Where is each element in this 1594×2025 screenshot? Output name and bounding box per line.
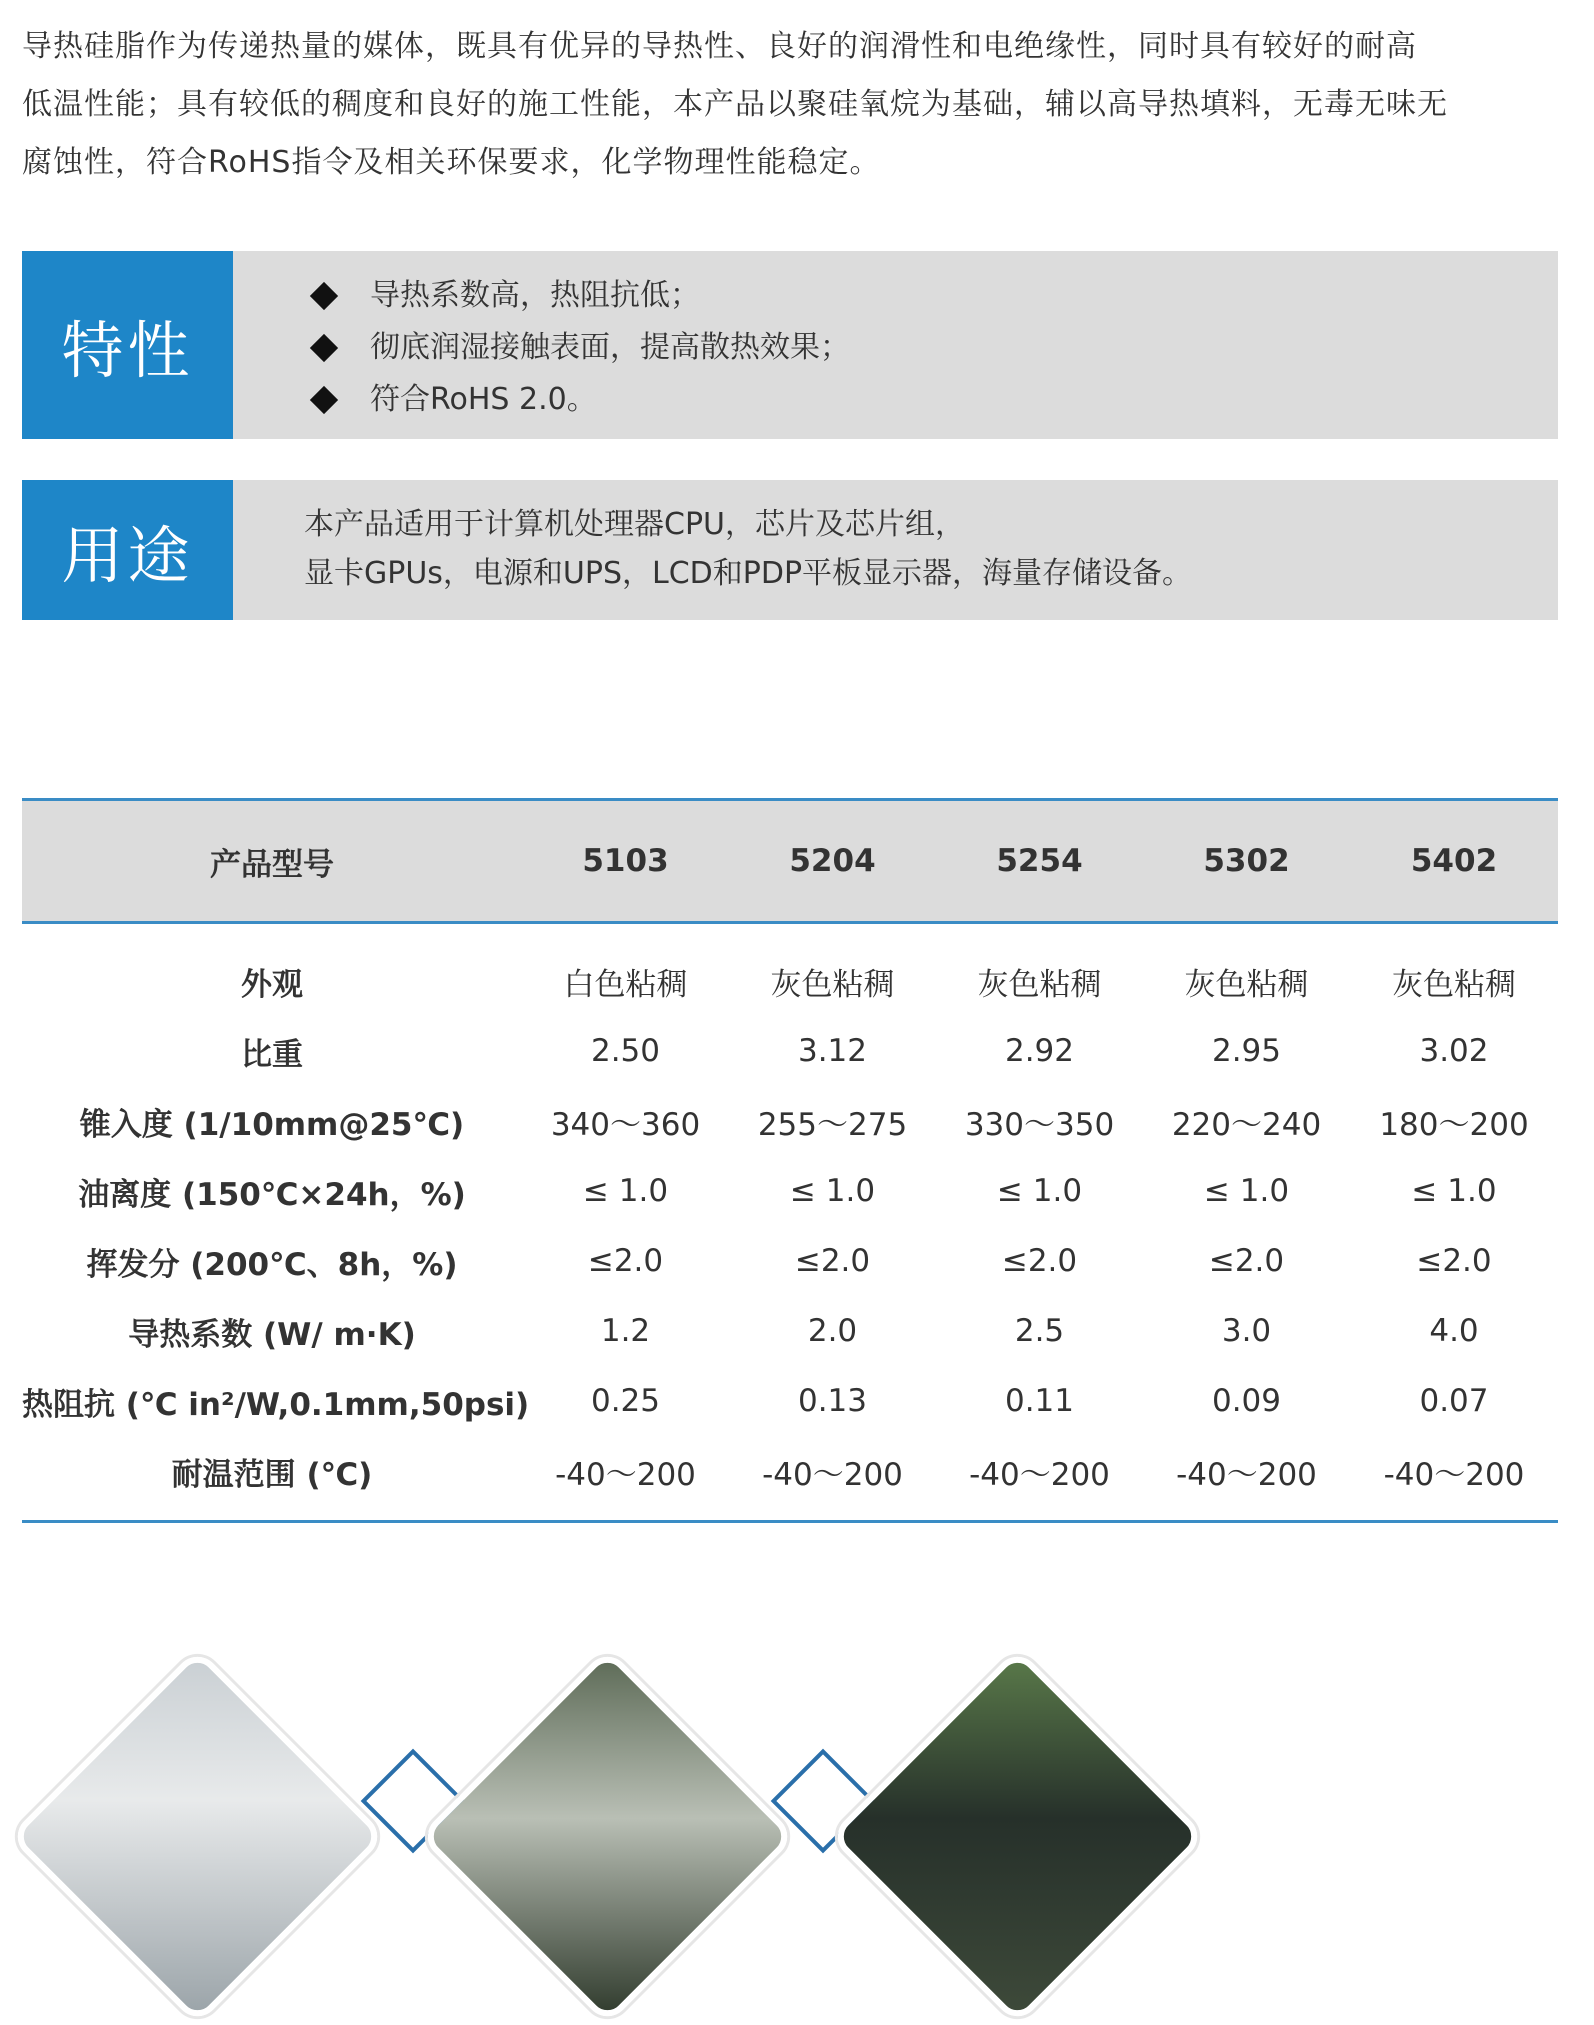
usage-line: 显卡GPUs，电源和UPS，LCD和PDP平板显示器，海量存储设备。: [304, 556, 1193, 591]
feature-text: 符合RoHS 2.0。: [370, 382, 597, 417]
table-cell: 灰色粘稠: [977, 966, 1102, 1003]
syringe-application-photo: [419, 1648, 797, 2025]
table-row: [22, 1296, 1558, 1366]
row-label: 油离度 (150℃×24h，%): [78, 1176, 466, 1213]
table-cell: 2.5: [1014, 1313, 1065, 1349]
table-cell: -40～200: [1350, 1436, 1558, 1522]
table-cell: 白色粘稠: [563, 966, 688, 1003]
intro-paragraph: [22, 18, 1562, 192]
table-cell: 0.11: [1004, 1383, 1075, 1419]
table-cell: 3.02: [1419, 1033, 1489, 1069]
row-label: 挥发分 (200℃、8h，%): [86, 1246, 458, 1283]
model-5302: 5302: [1143, 800, 1350, 923]
feature-item: [302, 270, 850, 322]
model-5204: 5204: [729, 800, 936, 923]
cpu-paste-photo: [829, 1648, 1207, 2025]
table-cell: 220～240: [1171, 1106, 1322, 1143]
table-cell: -40～200: [1143, 1436, 1350, 1522]
intro-line: 导热硅脂作为传递热量的媒体，既具有优异的导热性、良好的润滑性和电绝缘性，同时具有较好的耐高: [22, 29, 1417, 64]
table-cell: 3.0: [1221, 1313, 1272, 1349]
table-cell: 2.0: [807, 1313, 858, 1349]
table-cell: ≤ 1.0: [996, 1173, 1083, 1209]
table-cell: ≤ 1.0: [789, 1173, 876, 1209]
feature-text: 彻底润湿接触表面，提高散热效果；: [370, 330, 850, 365]
table-cell: 灰色粘稠: [1392, 966, 1516, 1003]
table-cell: 1.2: [600, 1313, 651, 1349]
row-label: 热阻抗 (℃ in²/W,0.1mm,50psi): [22, 1386, 530, 1423]
usage-panel: [22, 480, 1558, 620]
table-row: [22, 923, 1558, 1017]
usage-label: 用途: [22, 480, 233, 620]
diamond-bullet-icon: [310, 282, 338, 310]
table-cell: ≤2.0: [587, 1243, 664, 1279]
table-cell: ≤ 1.0: [582, 1173, 669, 1209]
spec-header-row: [22, 800, 1558, 923]
table-cell: 330～350: [964, 1106, 1115, 1143]
table-cell: ≤2.0: [794, 1243, 871, 1279]
feature-item: [302, 374, 850, 426]
table-cell: 2.95: [1211, 1033, 1282, 1069]
table-cell: 0.13: [797, 1383, 868, 1419]
diamond-bullet-icon: [310, 334, 338, 362]
table-cell: ≤ 1.0: [1203, 1173, 1290, 1209]
usage-line: 本产品适用于计算机处理器CPU，芯片及芯片组，: [304, 507, 965, 542]
row-label: 比重: [241, 1036, 303, 1073]
feature-text: 导热系数高，热阻抗低；: [370, 278, 700, 313]
table-cell: 0.25: [590, 1383, 661, 1419]
table-cell: 2.92: [1004, 1033, 1075, 1069]
model-5254: 5254: [936, 800, 1143, 923]
table-row: [22, 1366, 1558, 1436]
row-label: 导热系数 (W/ m·K): [128, 1316, 416, 1353]
row-label: 外观: [241, 966, 303, 1003]
spec-table: [22, 798, 1558, 1523]
features-panel: [22, 251, 1558, 439]
table-cell: 4.0: [1429, 1313, 1479, 1349]
table-cell: ≤2.0: [1208, 1243, 1285, 1279]
diamond-bullet-icon: [310, 386, 338, 414]
table-cell: 255～275: [757, 1106, 908, 1143]
table-cell: 0.09: [1211, 1383, 1282, 1419]
table-row: [22, 1086, 1558, 1156]
table-cell: 灰色粘稠: [770, 966, 895, 1003]
table-cell: 3.12: [797, 1033, 868, 1069]
product-photo-gallery: [0, 1640, 1594, 2015]
table-row: [22, 1016, 1558, 1086]
row-label: 耐温范围 (℃): [22, 1436, 522, 1522]
table-cell: 2.50: [590, 1033, 661, 1069]
table-cell: 340～360: [550, 1106, 701, 1143]
model-5402: 5402: [1350, 800, 1558, 923]
table-cell: ≤ 1.0: [1411, 1173, 1497, 1209]
table-row: [22, 1226, 1558, 1296]
table-cell: -40～200: [729, 1436, 936, 1522]
table-row: [22, 1156, 1558, 1226]
intro-line: 低温性能；具有较低的稠度和良好的施工性能，本产品以聚硅氧烷为基础，辅以高导热填料，无毒无味无: [22, 87, 1448, 122]
feature-item: [302, 322, 850, 374]
heatsink-photo: [9, 1648, 387, 2025]
table-cell: 180～200: [1379, 1106, 1529, 1143]
features-list: [302, 270, 850, 426]
model-header-label: 产品型号: [22, 800, 522, 923]
table-cell: ≤2.0: [1416, 1243, 1492, 1279]
table-row: [22, 1436, 1558, 1522]
table-cell: -40～200: [522, 1436, 729, 1522]
table-cell: -40～200: [936, 1436, 1143, 1522]
model-5103: 5103: [522, 800, 729, 923]
table-cell: 0.07: [1419, 1383, 1489, 1419]
table-cell: 灰色粘稠: [1184, 966, 1309, 1003]
intro-line: 腐蚀性，符合RoHS指令及相关环保要求，化学物理性能稳定。: [22, 145, 881, 180]
features-label: 特性: [22, 251, 233, 439]
table-cell: ≤2.0: [1001, 1243, 1078, 1279]
usage-text: [304, 500, 1192, 598]
row-label: 锥入度 (1/10mm@25℃): [79, 1106, 465, 1143]
